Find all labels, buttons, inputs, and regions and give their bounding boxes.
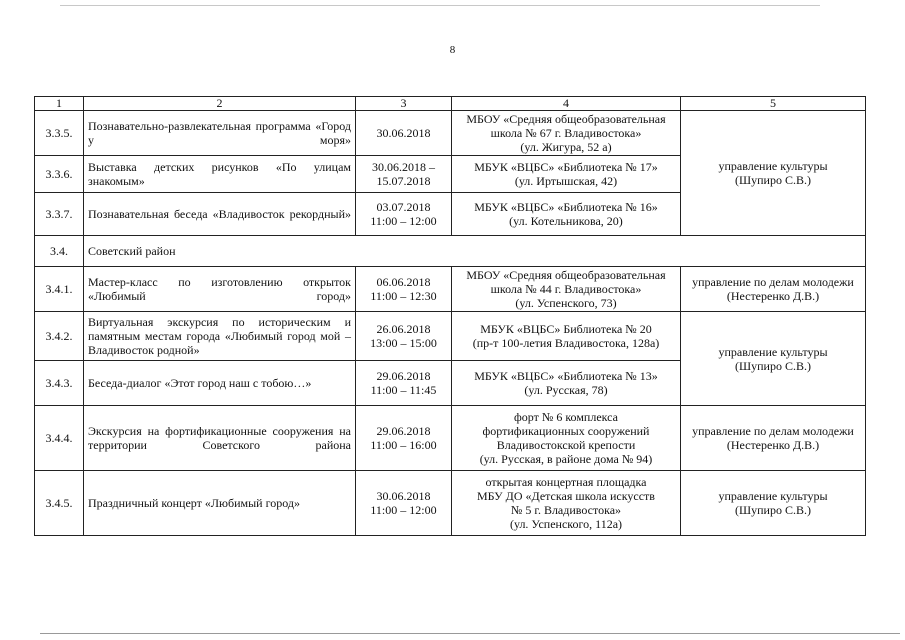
- row-number: 3.4.4.: [35, 406, 84, 471]
- event-place: [452, 267, 681, 312]
- event-text: Познавательная беседа «Владивосток рекордный»: [88, 207, 351, 221]
- page-number: 8: [449, 44, 456, 56]
- place-line: школа № 67 г. Владивостока»: [490, 126, 642, 140]
- event-plan-table: [34, 96, 866, 536]
- place-line: МБУК «ВЦБС» «Библиотека № 13»: [474, 369, 658, 383]
- date-line: 03.07.2018: [376, 200, 431, 214]
- scan-edge-top: [60, 5, 820, 6]
- event-name: [84, 312, 356, 361]
- event-date: [356, 471, 452, 536]
- place-line: Владивостокской крепости: [496, 438, 636, 452]
- scan-edge-bottom: [40, 633, 900, 634]
- event-name: Праздничный концерт «Любимый город»: [84, 471, 356, 536]
- event-name: [84, 111, 356, 156]
- place-line: школа № 44 г. Владивостока»: [490, 282, 642, 296]
- header-col-1: 1: [35, 97, 84, 111]
- row-number: 3.4.5.: [35, 471, 84, 536]
- event-place: [452, 156, 681, 193]
- event-date: [356, 312, 452, 361]
- table-row: [35, 111, 866, 156]
- date-line: 26.06.2018: [376, 322, 431, 336]
- place-line: (пр-т 100-летия Владивостока, 128а): [472, 336, 660, 350]
- place-line: МБУК «ВЦБС» Библиотека № 20: [480, 322, 652, 336]
- table-header-row: [35, 97, 866, 111]
- row-number: 3.3.6.: [35, 156, 84, 193]
- date-line: 11:00 – 12:00: [370, 503, 437, 517]
- event-date: [356, 406, 452, 471]
- row-number: 3.4.1.: [35, 267, 84, 312]
- event-text: Познавательно-развлекательная программа «Город у моря»: [88, 119, 351, 147]
- event-name: Беседа-диалог «Этот город наш с тобою…»: [84, 361, 356, 406]
- responsible-dept: управление по делам молодежи: [692, 424, 854, 438]
- section-number: 3.4.: [35, 236, 84, 267]
- place-line: (ул. Успенского, 73): [515, 296, 617, 310]
- place-line: МБОУ «Средняя общеобразовательная: [466, 268, 666, 282]
- event-name: [84, 406, 356, 471]
- event-place: [452, 193, 681, 236]
- responsible-cell: [681, 111, 866, 236]
- header-col-4: 4: [452, 97, 681, 111]
- date-line: 11:00 – 12:30: [370, 289, 437, 303]
- place-line: МБУК «ВЦБС» «Библиотека № 16»: [474, 200, 658, 214]
- place-line: МБУК «ВЦБС» «Библиотека № 17»: [474, 160, 658, 174]
- date-line: 30.06.2018 –: [372, 160, 435, 174]
- row-number: 3.4.2.: [35, 312, 84, 361]
- event-place: [452, 312, 681, 361]
- event-date: [356, 156, 452, 193]
- place-line: (ул. Жигура, 52 а): [520, 140, 612, 154]
- section-title: Советский район: [84, 236, 866, 267]
- responsible-dept: управление культуры: [718, 159, 828, 173]
- event-date: [356, 267, 452, 312]
- responsible-cell: [681, 471, 866, 536]
- header-col-3: 3: [356, 97, 452, 111]
- table-row: [35, 406, 866, 471]
- event-place: [452, 406, 681, 471]
- event-name: [84, 156, 356, 193]
- responsible-dept: управление по делам молодежи: [692, 275, 854, 289]
- event-place: [452, 471, 681, 536]
- responsible-person: (Нестеренко Д.В.): [726, 438, 820, 452]
- date-line: 15.07.2018: [376, 174, 431, 188]
- date-line: 29.06.2018: [376, 424, 431, 438]
- date-line: 13:00 – 15:00: [370, 336, 437, 350]
- responsible-person: (Шупиро С.В.): [735, 503, 811, 517]
- place-line: МБОУ «Средняя общеобразовательная: [466, 112, 666, 126]
- responsible-cell: [681, 312, 866, 406]
- place-line: № 5 г. Владивостока»: [510, 503, 622, 517]
- table-row: [35, 267, 866, 312]
- event-date: [356, 111, 452, 156]
- place-line: (ул. Успенского, 112а): [509, 517, 623, 531]
- event-text: Мастер-класс по изготовлению открыток «Любимый город»: [88, 275, 351, 303]
- place-line: (ул. Русская, в районе дома № 94): [479, 452, 653, 466]
- responsible-person: (Шупиро С.В.): [735, 358, 811, 373]
- date-line: 30.06.2018: [376, 126, 431, 140]
- event-date: [356, 193, 452, 236]
- table-row: [35, 471, 866, 536]
- row-number: 3.4.3.: [35, 361, 84, 406]
- event-place: [452, 361, 681, 406]
- event-text: Виртуальная экскурсия по историческим и памятным местам города «Любимый город мой – Владивосток родной»: [88, 315, 351, 357]
- date-line: 29.06.2018: [376, 369, 431, 383]
- event-date: [356, 361, 452, 406]
- event-text: Выставка детских рисунков «По улицам знакомым»: [88, 160, 351, 188]
- date-line: 06.06.2018: [376, 275, 431, 289]
- event-place: [452, 111, 681, 156]
- responsible-cell: [681, 267, 866, 312]
- place-line: форт № 6 комплекса: [514, 410, 618, 424]
- responsible-person: (Шупиро С.В.): [735, 173, 811, 187]
- place-line: (ул. Котельникова, 20): [509, 214, 623, 228]
- event-name: [84, 267, 356, 312]
- place-line: фортификационных сооружений: [482, 424, 650, 438]
- date-line: 11:00 – 11:45: [370, 383, 437, 397]
- responsible-cell: [681, 406, 866, 471]
- date-line: 30.06.2018: [376, 489, 431, 503]
- row-number: 3.3.5.: [35, 111, 84, 156]
- responsible-dept: управление культуры: [718, 489, 828, 503]
- row-number: 3.3.7.: [35, 193, 84, 236]
- responsible-person: (Нестеренко Д.В.): [726, 289, 820, 303]
- place-line: МБУ ДО «Детская школа искусств: [477, 489, 655, 503]
- place-line: открытая концертная площадка: [485, 475, 647, 489]
- place-line: (ул. Русская, 78): [524, 383, 608, 397]
- header-col-2: 2: [84, 97, 356, 111]
- event-text: Экскурсия на фортификационные сооружения на территории Советского района: [88, 424, 351, 452]
- date-line: 11:00 – 16:00: [370, 438, 437, 452]
- responsible-dept: управление культуры: [718, 344, 828, 359]
- section-row: [35, 236, 866, 267]
- date-line: 11:00 – 12:00: [370, 214, 437, 228]
- table-row: [35, 312, 866, 361]
- event-name: [84, 193, 356, 236]
- header-col-5: 5: [681, 97, 866, 111]
- place-line: (ул. Иртышская, 42): [514, 174, 618, 188]
